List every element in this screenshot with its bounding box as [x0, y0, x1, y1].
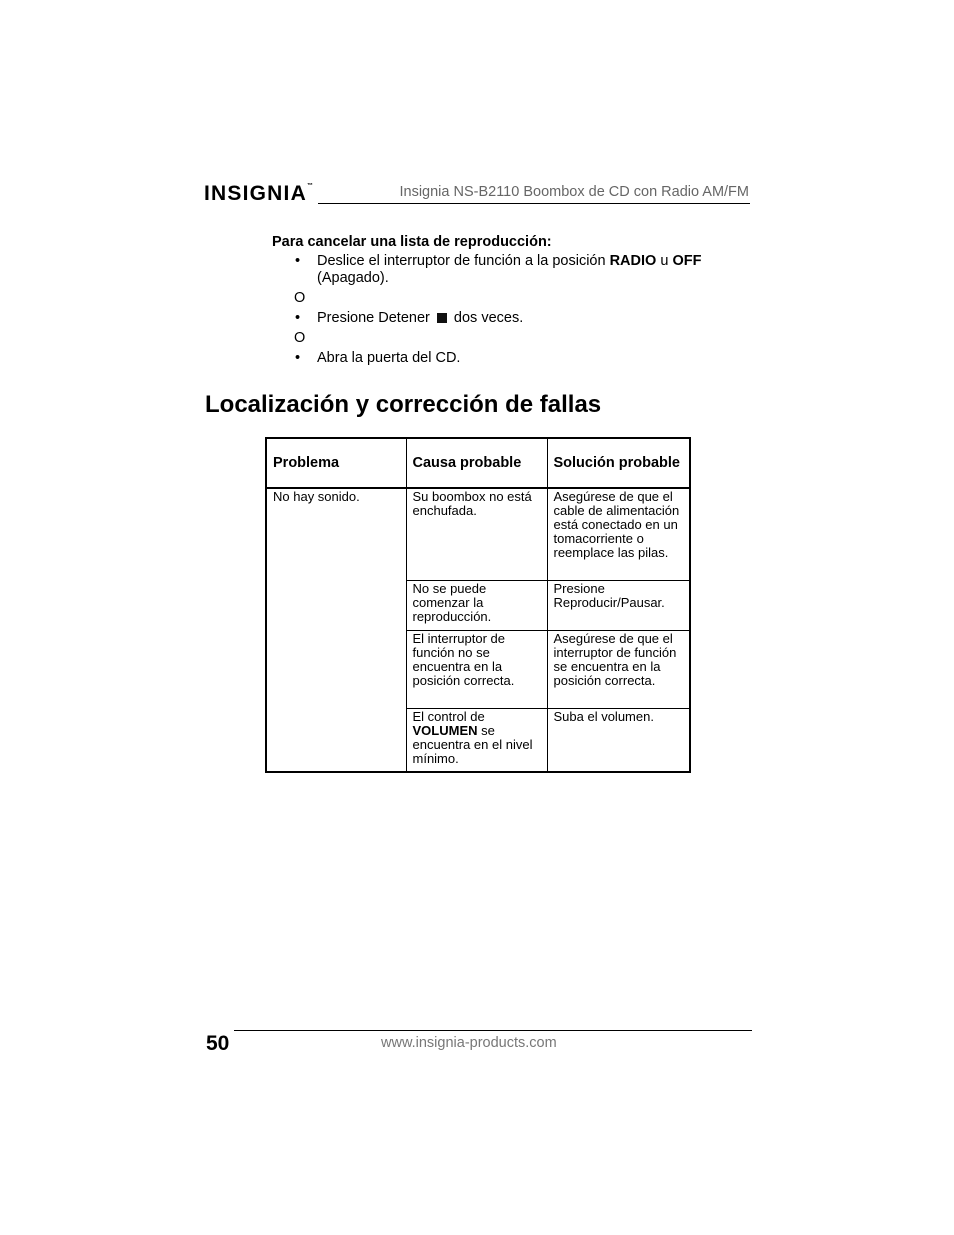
trademark-symbol: ™ [306, 183, 313, 189]
bullet-item-slide-switch [317, 253, 747, 287]
or-separator-2: O [294, 330, 306, 346]
item2-text: Presione Detener [317, 310, 430, 326]
item1-mid: u [656, 253, 673, 269]
bullet-3: • [295, 350, 301, 366]
page-number: 50 [206, 1032, 230, 1055]
solution-cell: Presione Reproducir/Pausar. [547, 580, 690, 630]
cause-cell: El interruptor de función no se encuentra en la posición correcta. [406, 630, 547, 708]
item1-post: (Apagado). [317, 270, 389, 286]
bullet-item-open-door: Abra la puerta del CD. [317, 350, 461, 366]
stop-icon [437, 313, 447, 323]
header-rule [318, 203, 750, 204]
header-title: Insignia NS-B2110 Boombox de CD con Radio AM/FM [399, 184, 749, 200]
cause-cell [406, 708, 547, 772]
bullet-2: • [295, 310, 301, 326]
bullet-1: • [295, 253, 301, 269]
section-title: Localización y corrección de fallas [205, 391, 602, 418]
column-header-cause: Causa probable [406, 438, 547, 488]
cause-cell: No se puede comenzar la reproducción. [406, 580, 547, 630]
radio-label: RADIO [609, 253, 657, 269]
solution-cell: Asegúrese de que el cable de alimentación está conectado en un tomacorriente o reemplace las pilas. [547, 488, 690, 580]
item2-post: dos veces. [453, 310, 524, 326]
brand-logo [204, 183, 313, 204]
cause-cell: Su boombox no está enchufada. [406, 488, 547, 580]
bullet-item-press-stop [317, 310, 747, 327]
cancel-playlist-heading: Para cancelar una lista de reproducción: [272, 234, 552, 250]
column-header-problem: Problema [266, 438, 406, 488]
footer-rule [234, 1030, 752, 1031]
troubleshooting-table [265, 437, 691, 773]
footer-url: www.insignia-products.com [381, 1035, 557, 1051]
solution-cell: Suba el volumen. [547, 708, 690, 772]
cause-text-post: se encuentra en el nivel mínimo. [412, 722, 533, 766]
table-header-row [266, 438, 690, 488]
or-separator-1: O [294, 290, 306, 306]
cause-text: El control de [412, 708, 485, 724]
brand-logo-text: INSIGNIA [204, 182, 307, 205]
off-label: OFF [672, 253, 702, 269]
problem-cell: No hay sonido. [266, 488, 406, 772]
item1-text: Deslice el interruptor de función a la posición [317, 253, 610, 269]
column-header-solution: Solución probable [547, 438, 690, 488]
solution-cell: Asegúrese de que el interruptor de función se encuentra en la posición correcta. [547, 630, 690, 708]
table-row [266, 488, 690, 580]
volume-label: VOLUMEN [412, 722, 478, 738]
